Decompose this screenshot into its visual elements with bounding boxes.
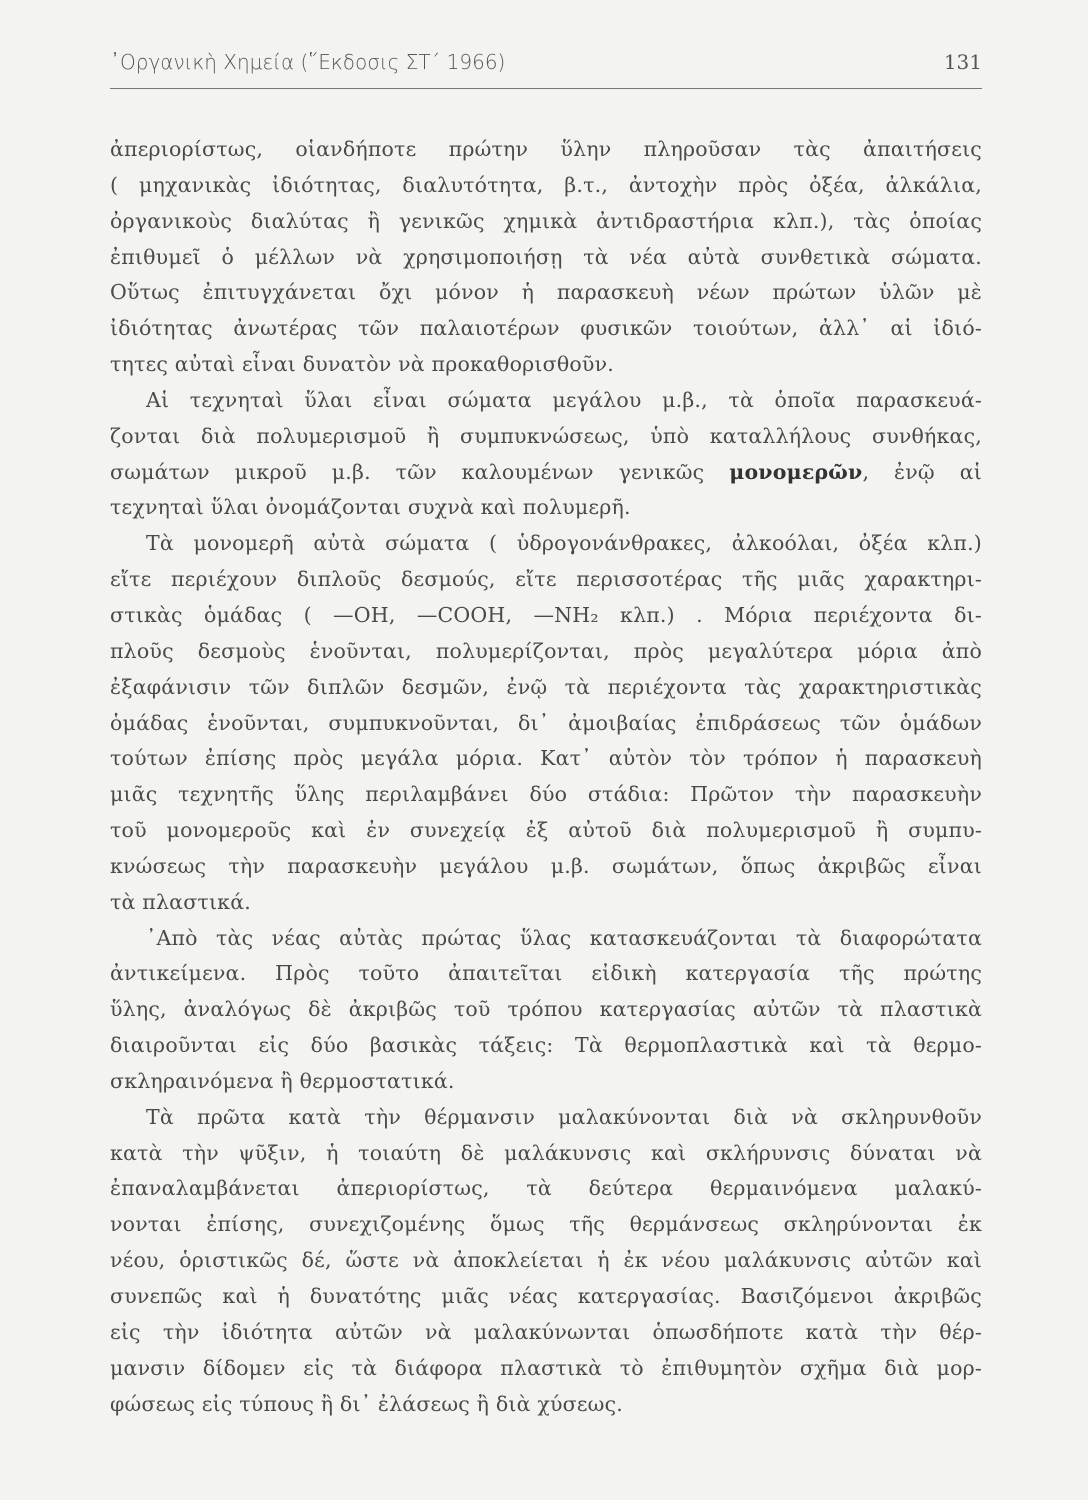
- line-text: Αἱ τεχνηταὶ ὕλαι εἶναι σώματα μεγάλου μ.β., τὰ ὁποῖα παρασκευά-: [146, 387, 982, 412]
- line-text: ᾿Απὸ τὰς νέας αὐτὰς πρώτας ὕλας κατασκευάζονται τὰ διαφορώτατα: [146, 925, 982, 950]
- line-text: ζονται διὰ πολυμερισμοῦ ἢ συμπυκνώσεως, ὑπὸ καταλλήλους συνθήκας,: [110, 423, 982, 448]
- line-text: ἰδιότητας ἀνωτέρας τῶν παλαιοτέρων φυσικῶν τοιούτων, ἀλλ᾿ αἱ ἰδιό-: [110, 316, 982, 341]
- line-text: μιᾶς τεχνητῆς ὕλης περιλαμβάνει δύο στάδια: Πρῶτον τὴν παρασκευὴν: [110, 782, 982, 807]
- text-line: [110, 204, 982, 240]
- text-line: [110, 1243, 982, 1279]
- line-text: Τὰ μονομερῆ αὐτὰ σώματα ( ὑδρογονάνθρακες, ἀλκοόλαι, ὀξέα κλπ.): [146, 531, 982, 556]
- line-text: ἐπιθυμεῖ ὁ μέλλων νὰ χρησιμοποιήσῃ τὰ νέα αὐτὰ συνθετικὰ σώματα.: [110, 244, 982, 269]
- text-line: [110, 311, 982, 347]
- line-text: τεχνηταὶ ὕλαι ὀνομάζονται συχνὰ καὶ πολυμερῆ.: [110, 495, 631, 520]
- text-line: [110, 598, 982, 634]
- text-line: [110, 1351, 982, 1387]
- line-text: τούτων ἐπίσης πρὸς μεγάλα μόρια. Κατ᾿ αὐτὸν τὸν τρόπον ἡ παρασκευὴ: [110, 746, 982, 771]
- line-text: Οὕτως ἐπιτυγχάνεται ὄχι μόνον ἡ παρασκευὴ νέων πρώτων ὑλῶν μὲ: [110, 280, 982, 305]
- text-line: [110, 741, 982, 777]
- line-text: εἰς τὴν ἰδιότητα αὐτῶν νὰ μαλακύνωνται ὁπωσδήποτε κατὰ τὴν θέρ-: [110, 1319, 982, 1344]
- text-line: [110, 132, 982, 168]
- line-text: νονται ἐπίσης, συνεχιζομένης ὅμως τῆς θερμάνσεως σκληρύνονται ἐκ: [110, 1212, 982, 1237]
- line-text: Τὰ πρῶτα κατὰ τὴν θέρμανσιν μαλακύνονται διὰ νὰ σκληρυνθοῦν: [146, 1104, 982, 1129]
- line-text: ( μηχανικὰς ἰδιότητας, διαλυτότητα, β.τ., ἀντοχὴν πρὸς ὀξέα, ἀλκάλια,: [110, 172, 982, 197]
- text-line: [110, 921, 982, 957]
- text-line: [110, 992, 982, 1028]
- body-text: [110, 132, 982, 1422]
- line-text: κατὰ τὴν ψῦξιν, ἡ τοιαύτη δὲ μαλάκυνσις καὶ σκλήρυνσις δύναται νὰ: [110, 1140, 982, 1165]
- text-line: [110, 275, 982, 311]
- line-text: σκληραινόμενα ἢ θερμοστατικά.: [110, 1068, 455, 1093]
- line-text: ἐπαναλαμβάνεται ἀπεριορίστως, τὰ δεύτερα θερμαινόμενα μαλακύ-: [110, 1176, 982, 1201]
- text-line: [110, 813, 982, 849]
- line-text: ὕλης, ἀναλόγως δὲ ἀκριβῶς τοῦ τρόπου κατεργασίας αὐτῶν τὰ πλαστικὰ: [110, 997, 982, 1022]
- line-text: εἴτε περιέχουν διπλοῦς δεσμούς, εἴτε περισσοτέρας τῆς μιᾶς χαρακτηρι-: [110, 567, 982, 592]
- text-line: [110, 1279, 982, 1315]
- text-line: [110, 1387, 982, 1423]
- line-text: ἀπεριορίστως, οἱανδήποτε πρώτην ὕλην πληροῦσαν τὰς ἀπαιτήσεις: [110, 137, 982, 161]
- bold-term: μονομερῶν: [729, 459, 863, 484]
- text-line: [110, 956, 982, 992]
- text-line: [110, 1207, 982, 1243]
- text-line: [110, 634, 982, 670]
- line-text: τητες αὐταὶ εἶναι δυνατὸν νὰ προκαθορισθοῦν.: [110, 352, 614, 377]
- text-line: [110, 490, 982, 526]
- line-text: νέου, ὁριστικῶς δέ, ὥστε νὰ ἀποκλείεται ἡ ἐκ νέου μαλάκυνσις αὐτῶν καὶ: [110, 1248, 982, 1273]
- page-number: 131: [943, 50, 982, 74]
- text-line: [110, 168, 982, 204]
- text-line: [110, 562, 982, 598]
- text-line: [110, 1028, 982, 1064]
- line-text: ἀντικείμενα. Πρὸς τοῦτο ἀπαιτεῖται εἰδικὴ κατεργασία τῆς πρώτης: [110, 961, 982, 986]
- line-text: τοῦ μονομεροῦς καὶ ἐν συνεχείᾳ ἐξ αὐτοῦ διὰ πολυμερισμοῦ ἢ συμπυ-: [110, 818, 982, 843]
- text-line: [110, 347, 982, 383]
- text-line: [110, 455, 982, 491]
- running-header: [110, 50, 982, 80]
- text-line: [110, 777, 982, 813]
- text-line: [110, 1064, 982, 1100]
- line-text: φώσεως εἰς τύπους ἢ δι᾿ ἐλάσεως ἢ διὰ χύσεως.: [110, 1391, 623, 1416]
- text-line: [110, 1136, 982, 1172]
- text-line: [110, 1315, 982, 1351]
- running-title: ᾿Οργανικὴ Χημεία (῞Εκδοσις ΣΤ΄ 1966): [110, 50, 506, 74]
- header-rule: [110, 88, 982, 89]
- line-text: μανσιν δίδομεν εἰς τὰ διάφορα πλαστικὰ τὸ ἐπιθυμητὸν σχῆμα διὰ μορ-: [110, 1355, 982, 1380]
- text-line: [110, 1100, 982, 1136]
- line-text: κνώσεως τὴν παρασκευὴν μεγάλου μ.β. σωμάτων, ὅπως ἀκριβῶς εἶναι: [110, 853, 982, 878]
- text-line: [110, 1171, 982, 1207]
- line-text: , ἐνῷ αἱ: [862, 459, 982, 484]
- line-text: συνεπῶς καὶ ἡ δυνατότης μιᾶς νέας κατεργασίας. Βασιζόμενοι ἀκριβῶς: [110, 1284, 982, 1308]
- line-text: πλοῦς δεσμοὺς ἑνοῦνται, πολυμερίζονται, πρὸς μεγαλύτερα μόρια ἀπὸ: [110, 638, 982, 663]
- line-text: σωμάτων μικροῦ μ.β. τῶν καλουμένων γενικῶς: [110, 459, 730, 484]
- line-text: ἐξαφάνισιν τῶν διπλῶν δεσμῶν, ἐνῷ τὰ περιέχοντα τὰς χαρακτηριστικὰς: [110, 674, 982, 699]
- text-line: [110, 419, 982, 455]
- line-text: ὁμάδας ἑνοῦνται, συμπυκνοῦνται, δι᾿ ἀμοιβαίας ἐπιδράσεως τῶν ὁμάδων: [110, 710, 982, 735]
- text-line: [110, 240, 982, 276]
- line-text: στικὰς ὁμάδας ( —OH, —COOH, —NH₂ κλπ.) . Μόρια περιέχοντα δι-: [110, 602, 982, 627]
- text-line: [110, 706, 982, 742]
- text-line: [110, 526, 982, 562]
- line-text: ὀργανικοὺς διαλύτας ἢ γενικῶς χημικὰ ἀντιδραστήρια κλπ.), τὰς ὁποίας: [110, 208, 982, 233]
- text-line: [110, 383, 982, 419]
- line-text: διαιροῦνται εἰς δύο βασικὰς τάξεις: Τὰ θερμοπλαστικὰ καὶ τὰ θερμο-: [110, 1033, 982, 1058]
- text-line: [110, 849, 982, 885]
- text-line: [110, 670, 982, 706]
- text-line: [110, 885, 982, 921]
- line-text: τὰ πλαστικά.: [110, 889, 251, 914]
